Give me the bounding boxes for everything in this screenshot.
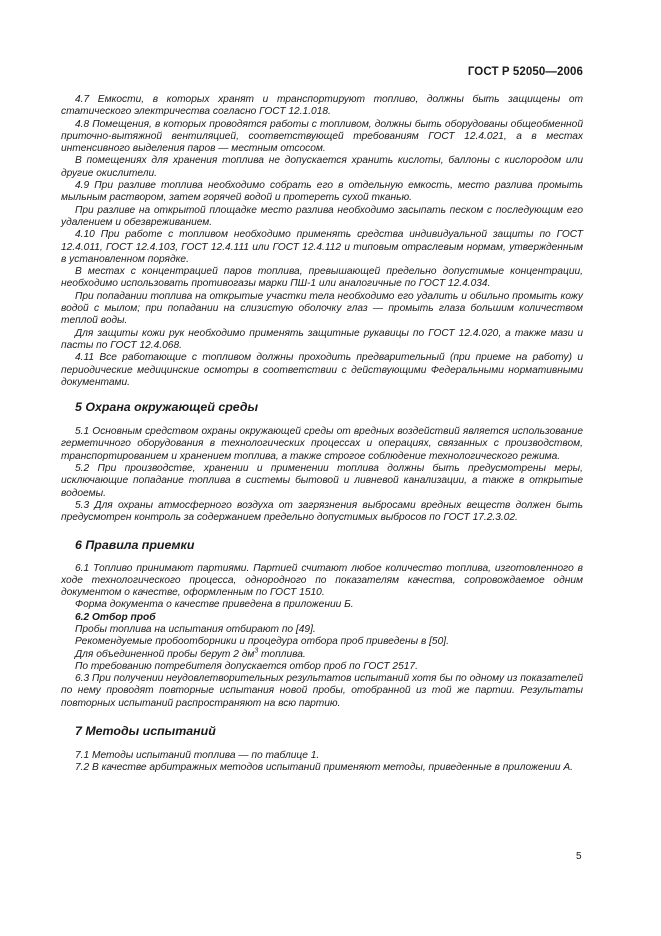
section-heading: 5 Охрана окружающей среды	[75, 400, 259, 415]
paragraph: При попадании топлива на открытые участки тела необходимо его удалить и обильно промыть кожу водой с мылом; при попадании на слизистую оболочку глаз — промыть глаза большим количеством теплой воды.	[61, 290, 583, 327]
paragraph: 6.3 При получении неудовлетворительных результатов испытаний хотя бы по одному из показателей по нему проводят повторные испытания новой пробы, отобранной из той же партии. Результаты повторных испытаний распространяют на всю партию.	[61, 673, 583, 709]
paragraph: Рекомендуемые пробоотборники и процедура отбора проб приведены в [50].	[75, 636, 449, 648]
paragraph: 7.2 В качестве арбитражных методов испытаний применяют методы, приведенные в приложении А.	[75, 762, 573, 774]
paragraph: 4.9 При разливе топлива необходимо собрать его в отдельную емкость, место разлива промыть мыльным раствором, затем горячей водой и протереть сухой тканью.	[61, 180, 583, 204]
paragraph: 5.2 При производстве, хранении и применении топлива должны быть предусмотрены меры, исключающие попадание топлива в системы бытовой и ливневой канализации, а также в открытые водоемы.	[61, 463, 583, 499]
paragraph: В местах с концентрацией паров топлива, превышающей предельно допустимые концентрации, необходимо использовать противогазы марки ПШ-1 или аналогичные по ГОСТ 12.4.034.	[61, 266, 583, 290]
superscript: 3	[254, 647, 259, 655]
paragraph-text: Для объединенной пробы берут 2 дм	[75, 648, 255, 660]
subsection-heading: 6.2 Отбор проб	[75, 611, 156, 623]
document-code-header: ГОСТ Р 52050—2006	[467, 66, 583, 78]
paragraph: В помещениях для хранения топлива не допускается хранить кислоты, баллоны с кислородом или другие окислители.	[61, 155, 583, 179]
paragraph: По требованию потребителя допускается отбор проб по ГОСТ 2517.	[75, 660, 418, 672]
paragraph: 7.1 Методы испытаний топлива — по таблице 1.	[75, 750, 320, 762]
paragraph-text-tail: топлива.	[258, 648, 306, 660]
paragraph: Пробы топлива на испытания отбирают по [49].	[75, 623, 316, 635]
section-heading: 6 Правила приемки	[75, 537, 195, 552]
paragraph: Для защиты кожи рук необходимо применять защитные рукавицы по ГОСТ 12.4.020, а также мази и пасты по ГОСТ 12.4.068.	[61, 327, 583, 351]
paragraph: Форма документа о качестве приведена в приложении Б.	[75, 599, 354, 611]
paragraph: 6.1 Топливо принимают партиями. Партией считают любое количество топлива, изготовленного в ходе технологического процесса, однородного по показателям качества, сопровождаемое одним документом о качестве, оформленным по ГОСТ 1510.	[61, 562, 583, 599]
paragraph: 4.11 Все работающие с топливом должны проходить предварительный (при приеме на работу) и периодические медицинские осмотры в соответствии с действующими Федеральными нормативными документами.	[61, 352, 583, 388]
paragraph: При разливе на открытой площадке место разлива необходимо засыпать песком с последующим его удалением и обезвреживанием.	[61, 204, 583, 228]
paragraph: 5.3 Для охраны атмосферного воздуха от загрязнения выбросами вредных веществ должен быть предусмотрен контроль за содержанием предельно допустимых выбросов по ГОСТ 17.2.3.02.	[61, 499, 583, 524]
page-number: 5	[576, 851, 582, 862]
paragraph: 4.10 При работе с топливом необходимо применять средства индивидуальной защиты по ГОСТ 12.4.011, ГОСТ 12.4.103, ГОСТ 12.4.111 или ГОСТ 12.4.112 и типовым отраслевым нормам, утвержденным в установленном порядке.	[61, 229, 583, 265]
paragraph: 5.1 Основным средством охраны окружающей среды от вредных воздействий является использование герметичного оборудования в технологических процессах и операциях, связанных с производством, транспортированием и хранением топлива, а также строгое соблюдение технологического режима.	[61, 426, 583, 462]
section-heading: 7 Методы испытаний	[75, 724, 216, 739]
paragraph: 4.7 Емкости, в которых хранят и транспортируют топливо, должны быть защищены от статического электричества согласно ГОСТ 12.1.018.	[61, 94, 583, 118]
paragraph: 4.8 Помещения, в которых проводятся работы с топливом, должны быть оборудованы общеобменной приточно-вытяжной вентиляцией, соответствующей требованиям ГОСТ 12.4.021, а в местах интенсивного выделения паров — местным отсосом.	[61, 118, 583, 155]
document-body	[61, 94, 583, 775]
paragraph	[61, 649, 583, 661]
